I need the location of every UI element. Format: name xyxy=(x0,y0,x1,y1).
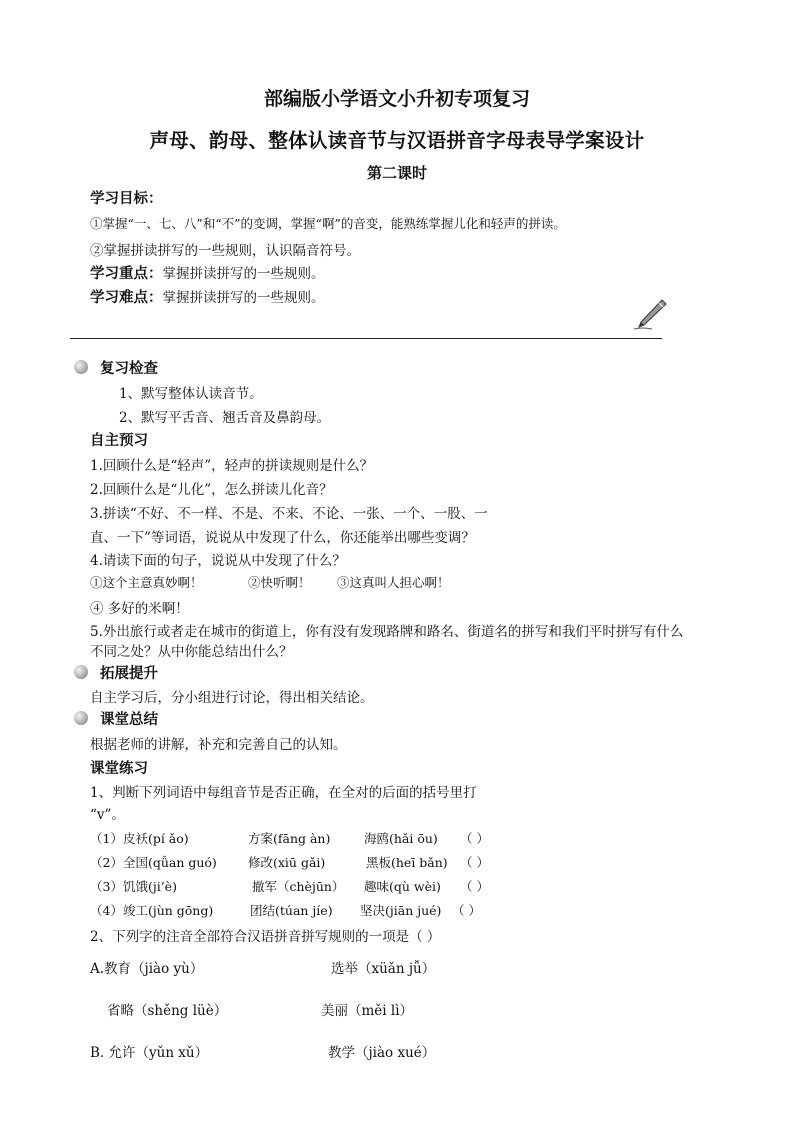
review-heading: 复习检查 xyxy=(100,360,158,377)
review-item-1: 1、默写整体认读音节。 xyxy=(119,386,263,402)
difficulty-text: 掌握拼读拼写的一些规则。 xyxy=(162,290,325,306)
preview-heading: 自主预习 xyxy=(90,432,148,449)
focus-text: 掌握拼读拼写的一些规则。 xyxy=(162,266,325,282)
objective-item-1: ①掌握“一、七、八”和“不”的变调，掌握“啊”的音变，能熟练掌握儿化和轻声的拼读。 xyxy=(90,216,566,231)
option-a-item-1: A.教育（jiào yù） xyxy=(90,961,204,977)
difficulty-label: 学习难点： xyxy=(90,289,163,306)
practice-q1-line1: 1、判断下列词语中每组音节是否正确，在全对的后面的括号里打 xyxy=(90,785,477,801)
page-subtitle: 声母、韵母、整体认读音节与汉语拼音字母表导学案设计 xyxy=(149,129,645,152)
focus-line xyxy=(90,262,325,283)
row-4-col-a: （4）竣工(jùn gōng) xyxy=(90,903,214,918)
extend-bullet-icon xyxy=(74,665,88,679)
option-a-item-2: 选举（xüǎn jǚ） xyxy=(331,961,436,977)
row-3-col-c: 趣味(qù wèi) xyxy=(364,879,441,894)
row-1-col-a: （1）皮袄(pí ǎo) xyxy=(90,831,189,846)
option-a-item-3: 省略（shěng lüè） xyxy=(107,1003,228,1019)
row-4-col-b: 团结(túan jíe) xyxy=(250,903,333,918)
practice-q1-line2: “v”。 xyxy=(90,807,125,823)
row-3-col-a: （3）饥饿(ji’è) xyxy=(90,879,177,894)
preview-q2: 2.回顾什么是“儿化”，怎么拼读儿化音？ xyxy=(90,482,333,498)
row-2-col-c: 黑板(heī bǎn) xyxy=(366,855,448,870)
row-1-answer[interactable]: （ ） xyxy=(460,831,489,846)
difficulty-line xyxy=(90,286,325,307)
row-3-answer[interactable]: （ ） xyxy=(460,879,489,894)
preview-q3-line2: 直、一下”等词语，说说从中发现了什么，你还能举出哪些变调？ xyxy=(90,530,475,546)
practice-heading: 课堂练习 xyxy=(90,760,148,777)
pen-icon xyxy=(632,298,668,332)
option-b-item-1: B. 允许（yǔn xǔ） xyxy=(90,1045,209,1061)
summary-bullet-icon xyxy=(74,711,88,725)
page-title: 部编版小学语文小升初专项复习 xyxy=(263,88,530,110)
preview-q5-line1: 5.外出旅行或者走在城市的街道上，你有没有发现路牌和路名、街道名的拼写和我们平时拼写有什么 xyxy=(90,624,684,640)
preview-q5-line2: 不同之处？从中你能总结出什么？ xyxy=(90,644,293,660)
row-2-answer[interactable]: （ ） xyxy=(460,855,489,870)
section-divider xyxy=(70,338,662,339)
preview-q4: 4.请读下面的句子，说说从中发现了什么？ xyxy=(90,553,346,569)
sentence-2: ②快听啊！ xyxy=(248,575,311,590)
summary-text: 根据老师的讲解，补充和完善自己的认知。 xyxy=(90,737,347,753)
row-2-col-a: （2）全国(qǚan guó) xyxy=(90,855,217,870)
objective-item-2: ②掌握拼读拼写的一些规则，认识隔音符号。 xyxy=(90,243,360,259)
row-4-answer[interactable]: （ ） xyxy=(452,903,481,918)
row-1-col-b: 方案(fāng àn) xyxy=(248,831,331,846)
focus-label: 学习重点： xyxy=(90,265,163,282)
extend-text: 自主学习后，分小组进行讨论，得出相关结论。 xyxy=(90,690,374,706)
extend-heading: 拓展提升 xyxy=(100,665,158,682)
row-3-col-b: 撤军（chèjūn） xyxy=(252,879,345,894)
summary-heading: 课堂总结 xyxy=(100,711,158,728)
preview-q1: 1.回顾什么是“轻声”，轻声的拼读规则是什么？ xyxy=(90,458,374,474)
review-item-2: 2、默写平舌音、翘舌音及鼻韵母。 xyxy=(119,410,331,426)
row-2-col-b: 修改(xiū gǎi) xyxy=(248,855,326,870)
sentence-3: ③这真叫人担心啊！ xyxy=(337,575,450,590)
objectives-label: 学习目标： xyxy=(90,190,163,207)
preview-q3-line1: 3.拼读“不好、不一样、不是、不来、不论、一张、一个、一股、一 xyxy=(90,506,488,522)
practice-q2: 2、下列字的注音全部符合汉语拼音拼写规则的一项是（ ） xyxy=(90,929,441,945)
sentence-1: ①这个主意真妙啊！ xyxy=(90,575,203,590)
option-a-item-4: 美丽（měi lì） xyxy=(321,1003,414,1019)
lesson-label: 第二课时 xyxy=(366,164,427,182)
review-bullet-icon xyxy=(74,360,88,374)
sentence-4: ④ 多好的米啊！ xyxy=(90,601,189,617)
row-4-col-c: 坚决(jiān jué) xyxy=(360,903,442,918)
option-b-item-2: 教学（jiào xué） xyxy=(328,1045,436,1061)
row-1-col-c: 海鸥(hǎi ōu) xyxy=(364,831,438,846)
